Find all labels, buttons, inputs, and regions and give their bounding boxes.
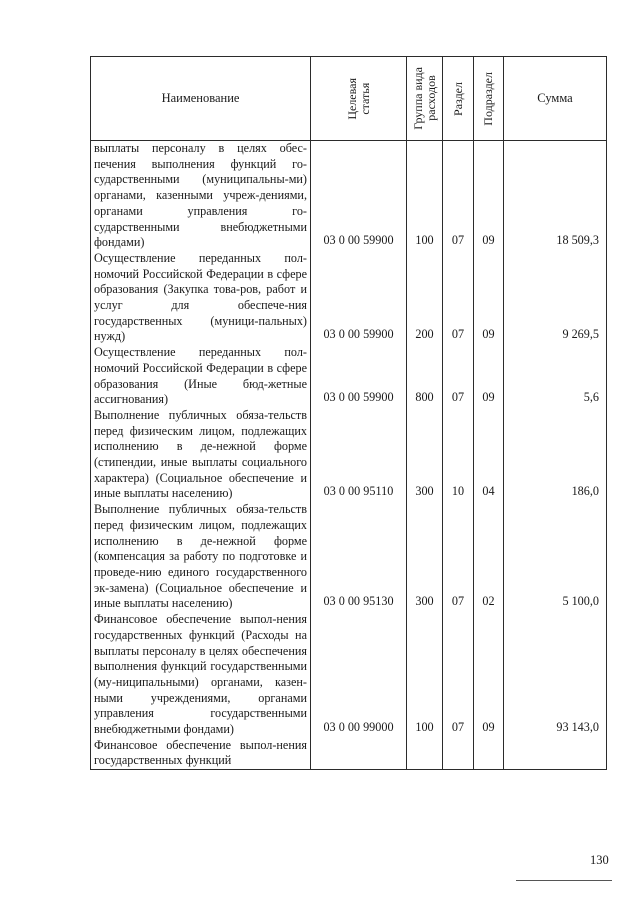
row-section: 07 [443,612,474,738]
header-subsection [474,57,504,141]
row-subsection: 09 [474,612,504,738]
row-target: 03 0 00 59900 [311,251,407,345]
header-section-label: Раздел [450,81,465,116]
row-name: Осуществление переданных пол-номочий Российской Федерации в сфере образования (Закупка това-ров, работ и услуг для обеспече-ния государственных (муници-пальных) нужд) [91,251,311,345]
table-body [91,141,607,770]
table-row [91,345,607,408]
row-group: 300 [407,502,443,612]
row-target: 03 0 00 95130 [311,502,407,612]
row-sum [504,738,607,770]
table-row [91,738,607,770]
footer-rule [516,880,612,881]
row-group [407,738,443,770]
row-name: Финансовое обеспечение выпол-нения государственных функций (Расходы на выплаты персоналу в целях обеспечения выполнения функций государственными (му-ниципальными) органами, казен-ными учреждениями, органами управления государственными внебюджетными фондами) [91,612,311,738]
row-name: Выполнение публичных обяза-тельств перед физическим лицом, подлежащих исполнению в де-нежной форме (стипендии, иные выплаты социального характера) (Социальное обеспечение и иные выплаты населению) [91,408,311,502]
row-target [311,738,407,770]
row-target: 03 0 00 95110 [311,408,407,502]
row-group: 800 [407,345,443,408]
table-row [91,408,607,502]
row-group: 200 [407,251,443,345]
row-sum: 93 143,0 [504,612,607,738]
row-group: 100 [407,612,443,738]
table-row [91,251,607,345]
row-group: 100 [407,141,443,251]
table-header [91,57,607,141]
row-target: 03 0 00 59900 [311,141,407,251]
row-subsection [474,738,504,770]
row-name: Выполнение публичных обяза-тельств перед физическим лицом, подлежащих исполнению в де-нежной форме (компенсация за работу по подготовке и проведе-нию единого государственного эк-замена) (Социальное обеспечение и иные выплаты населению) [91,502,311,612]
row-section: 10 [443,408,474,502]
header-target-label: Целевая статья [344,77,372,120]
row-section: 07 [443,251,474,345]
page-number: 130 [590,853,609,867]
row-subsection: 04 [474,408,504,502]
row-group: 300 [407,408,443,502]
table-row [91,502,607,612]
row-sum: 5 100,0 [504,502,607,612]
row-section: 07 [443,345,474,408]
row-name: Финансовое обеспечение выпол-нения государственных функций [91,738,311,770]
header-name: Наименование [91,57,311,141]
header-section [443,57,474,141]
row-section [443,738,474,770]
header-sum: Сумма [504,57,607,141]
row-subsection: 02 [474,502,504,612]
table-row [91,141,607,251]
row-name: Осуществление переданных пол-номочий Российской Федерации в сфере образования (Иные бюд-жетные ассигнования) [91,345,311,408]
row-subsection: 09 [474,251,504,345]
table-row [91,612,607,738]
budget-table [90,56,607,770]
header-target [311,57,407,141]
row-name: выплаты персоналу в целях обес-печения выполнения функций го-сударственными (муниципальны-ми) органами, казенными учреж-дениями, органами управления го-сударственными внебюджетными фондами) [91,141,311,251]
row-subsection: 09 [474,345,504,408]
row-section: 07 [443,502,474,612]
row-sum: 9 269,5 [504,251,607,345]
row-target: 03 0 00 99000 [311,612,407,738]
row-sum: 5,6 [504,345,607,408]
header-group [407,57,443,141]
header-group-label: Группа вида расходов [410,67,438,130]
row-section: 07 [443,141,474,251]
row-target: 03 0 00 59900 [311,345,407,408]
row-sum: 186,0 [504,408,607,502]
header-subsection-label: Подраздел [481,71,495,126]
row-sum: 18 509,3 [504,141,607,251]
row-subsection: 09 [474,141,504,251]
